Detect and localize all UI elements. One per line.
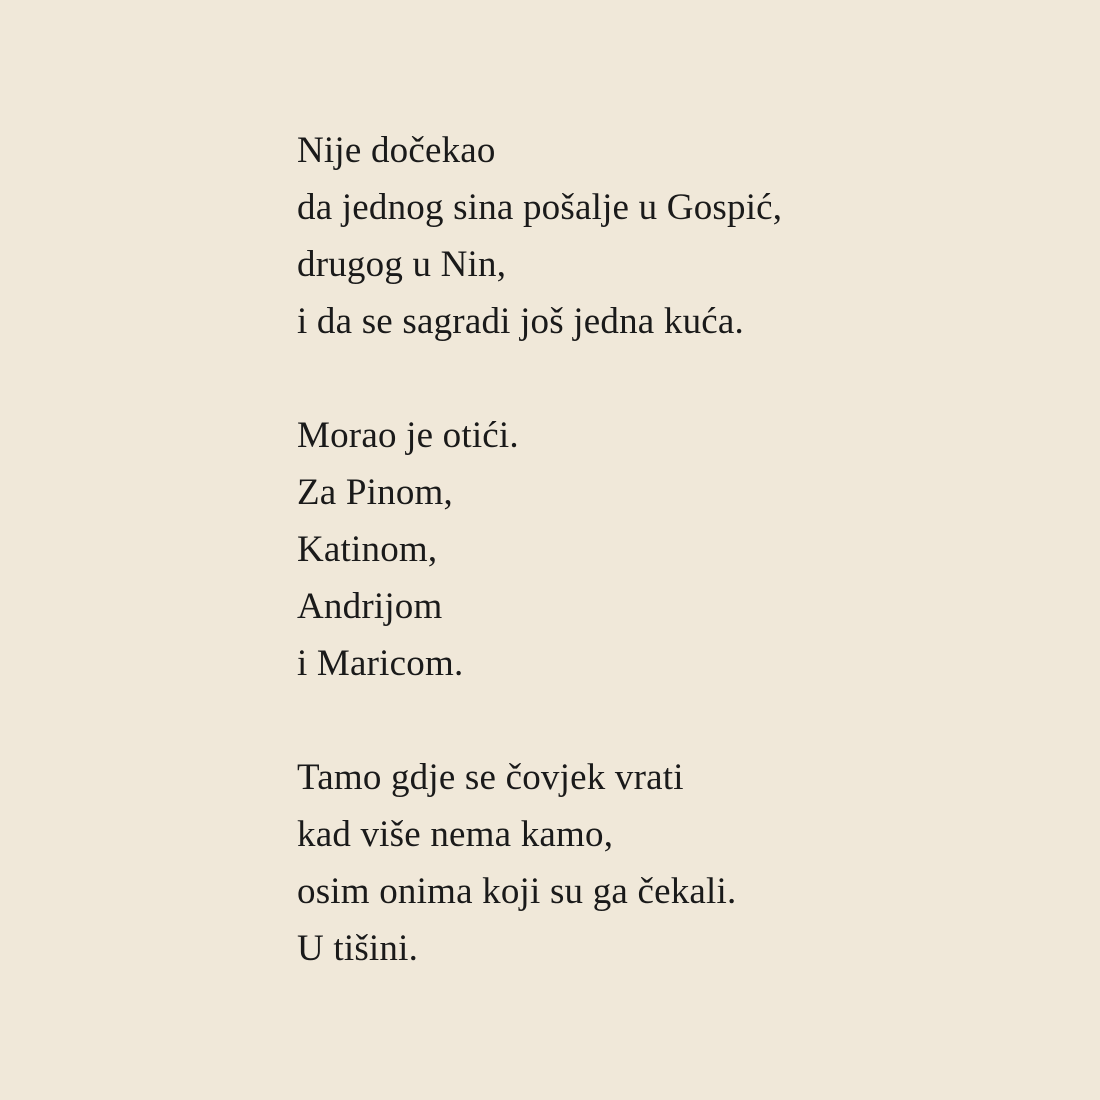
poem-line: Tamo gdje se čovjek vrati: [297, 757, 684, 798]
poem-line: i da se sagradi još jedna kuća.: [297, 301, 744, 342]
poem-text: [297, 122, 997, 977]
poem-line: U tišini.: [297, 928, 419, 969]
poem-line: osim onima koji su ga čekali.: [297, 871, 737, 912]
poem-line: i Maricom.: [297, 643, 464, 684]
poem-line: Morao je otići.: [297, 415, 519, 456]
poem-line: Andrijom: [297, 586, 443, 627]
stanza-1: [297, 122, 997, 350]
poem-line: kad više nema kamo,: [297, 814, 614, 855]
stanza-3: [297, 749, 997, 977]
poem-line: Nije dočekao: [297, 130, 496, 171]
poem-line: Za Pinom,: [297, 472, 453, 513]
poem-line: da jednog sina pošalje u Gospić,: [297, 187, 783, 228]
stanza-2: [297, 407, 997, 692]
poem-line: Katinom,: [297, 529, 438, 570]
poem-line: drugog u Nin,: [297, 244, 507, 285]
